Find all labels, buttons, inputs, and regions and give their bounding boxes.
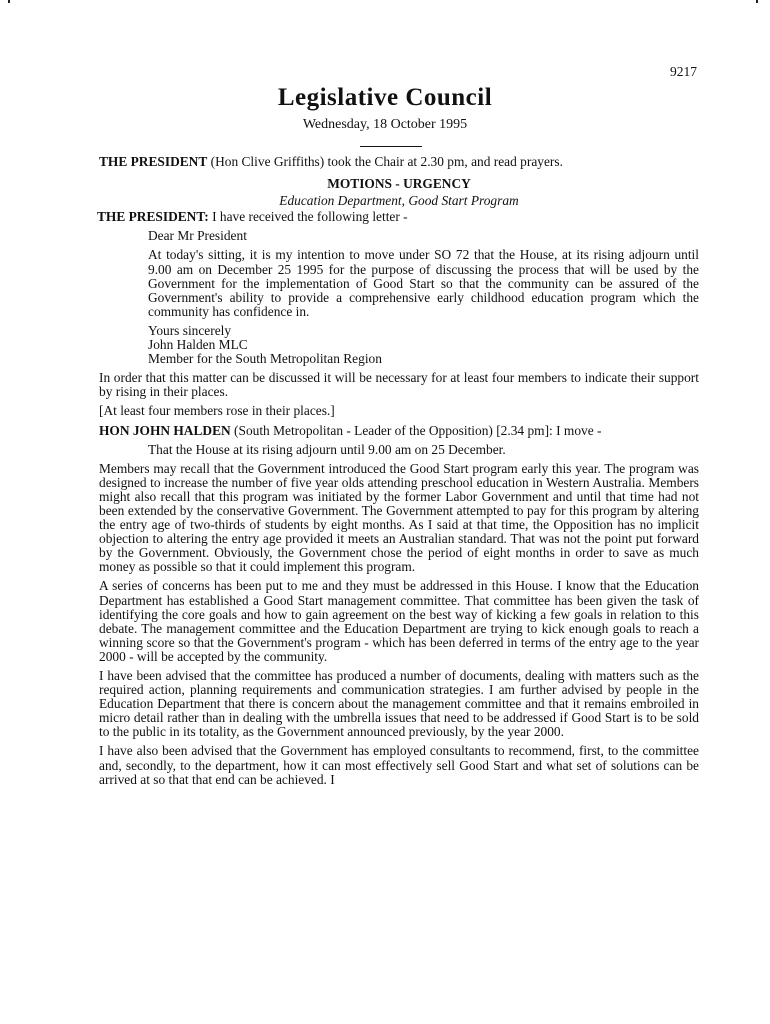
speaker-name: THE PRESIDENT bbox=[99, 154, 208, 169]
speaker-name: HON JOHN HALDEN bbox=[99, 422, 231, 438]
motion-text: That the House at its rising adjourn until 9.00 am on 25 December. bbox=[148, 441, 506, 457]
sitting-date: Wednesday, 18 October 1995 bbox=[302, 117, 468, 132]
scan-mark-right bbox=[756, 0, 758, 3]
scan-mark-left bbox=[8, 0, 10, 3]
letter-position: Member for the South Metropolitan Region bbox=[148, 351, 382, 367]
procedure-action: [At least four members rose in their places.] bbox=[99, 403, 335, 419]
speech-paragraph: A series of concerns has been put to me and they must be addressed in this House. I know that the Education Department has established a Good Start management committee. That committee has been given the task of identifying the core goals and how to gain agreement on the best way of kicking a few goals in relation to this debate. The management committee and the Education Department are trying to kick enough goals to reach a winning score so that the Government's program - which has been deferred in terms of the entry age to the year 2000 - will be accepted by the community. bbox=[99, 578, 699, 664]
document-body bbox=[99, 155, 699, 792]
speech-paragraph: Members may recall that the Government introduced the Good Start program early this year. The program was designed to increase the number of five year olds attending preschool education in Western Australia. Members might also recall that this program was initiated by the former Labor Government and until that time had not been extended by the conservative Government. The Government attempted to pay for this program by altering the entry age of two-thirds of students by eight months. As I said at that time, the Opposition has no implicit objection to altering the entry age provided it meets an Australian standard. That was not the point put forward by the Government. Obviously, the Government chose the period of eight months in order to save as much money as possible so that it could implement this program. bbox=[99, 460, 699, 575]
section-heading: MOTIONS - URGENCY bbox=[327, 176, 471, 192]
letter-signoff: Yours sincerely bbox=[148, 322, 232, 338]
speech-paragraph: I have been advised that the committee has produced a number of documents, dealing with matters such as the required action, planning requirements and communication strategies. I am further advised by people in the Education Department that there is concern about the management committee and that it remains embroiled in micro detail rather than in dealing with the umbrella issues that need to be addressed if Good Start is to be sold to the public in its totality, as the Government announced previously, by the year 2000. bbox=[99, 668, 699, 740]
procedure-note: In order that this matter can be discussed it will be necessary for at least four members to indicate their support by rising in their places. bbox=[99, 370, 699, 400]
title-divider bbox=[360, 146, 422, 147]
page-number: 9217 bbox=[670, 64, 697, 79]
opening-text: (Hon Clive Griffiths) took the Chair at 2.30 pm, and read prayers. bbox=[207, 154, 563, 169]
intro-text: (South Metropolitan - Leader of the Opposition) [2.34 pm]: I move - bbox=[230, 422, 602, 438]
statement-text: I have received the following letter - bbox=[208, 209, 408, 225]
speech-paragraph: I have also been advised that the Government has employed consultants to recommend, first, to the committee and, secondly, to the department, how it can most effectively sell Good Start and what set of solutions can be arrived at so that that end can be achieved. I bbox=[99, 743, 699, 787]
page-title: Legislative Council bbox=[277, 84, 493, 111]
letter-body: At today's sitting, it is my intention to move under SO 72 that the House, at its rising adjourn until 9.00 am on December 25 1995 for the purpose of discussing the process that will be used by the Government for the implementation of Good Start so that the community can be assured of the Government's ability to provide a comprehensive early childhood education program which the community has confidence in. bbox=[148, 247, 699, 319]
halden-intro bbox=[99, 424, 699, 438]
opening-paragraph bbox=[99, 155, 699, 169]
letter-salutation: Dear Mr President bbox=[148, 228, 247, 244]
speaker-name: THE PRESIDENT: bbox=[97, 209, 209, 225]
letter-signatory: John Halden MLC bbox=[148, 337, 248, 353]
section-subheading: Education Department, Good Start Program bbox=[279, 193, 519, 209]
president-statement bbox=[97, 210, 699, 224]
